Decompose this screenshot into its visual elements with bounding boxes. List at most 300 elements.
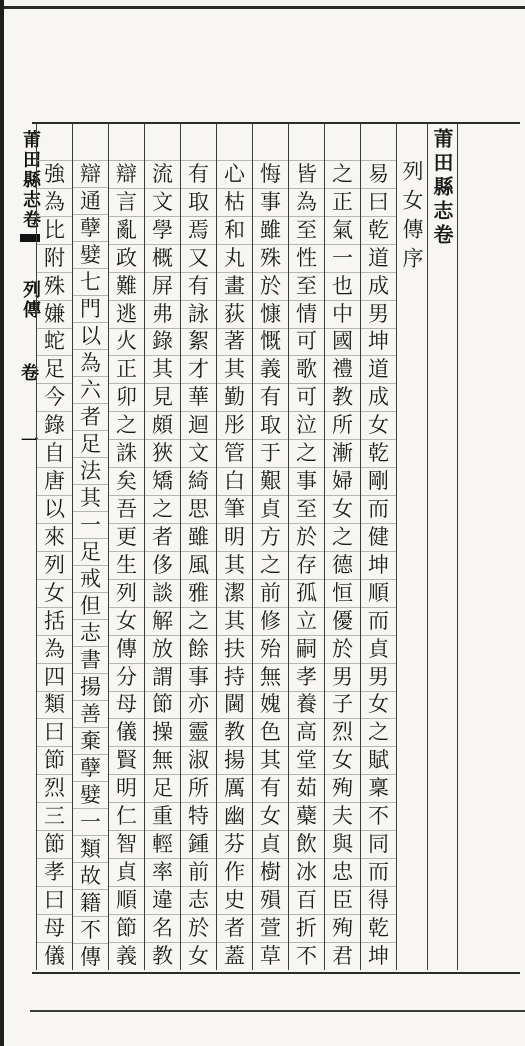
character-cell: 又 [181, 244, 217, 272]
character-cell: 貞 [253, 495, 289, 523]
character-cell: 乾 [361, 439, 397, 467]
character-cell: 亦 [181, 691, 217, 719]
character-cell: 心 [217, 160, 253, 188]
character-cell: 殉 [325, 914, 361, 942]
character-cell: 史 [217, 886, 253, 914]
character-cell: 其 [217, 607, 253, 635]
character-cell: 為 [73, 349, 109, 376]
character-cell: 吾 [109, 495, 145, 523]
character-cell: 智 [109, 830, 145, 858]
text-column [360, 124, 396, 970]
top-rule [0, 6, 525, 9]
character-cell: 所 [181, 774, 217, 802]
character-cell: 足 [37, 355, 73, 383]
character-cell: 烈 [325, 718, 361, 746]
text-column [288, 124, 324, 970]
character-cell: 成 [361, 383, 397, 411]
character-cell: 漸 [325, 439, 361, 467]
character-cell: 之 [289, 439, 325, 467]
character-cell: 色 [253, 718, 289, 746]
character-cell: 一 [73, 808, 109, 835]
character-cell: 飲 [289, 830, 325, 858]
character-cell: 百 [289, 886, 325, 914]
character-cell: 之 [325, 523, 361, 551]
character-cell: 之 [181, 607, 217, 635]
character-cell: 女 [253, 802, 289, 830]
character-cell: 嬖 [73, 241, 109, 268]
character-cell: 足 [73, 538, 109, 565]
character-cell: 以 [73, 322, 109, 349]
character-cell: 逃 [109, 300, 145, 328]
character-cell: 節 [37, 830, 73, 858]
character-cell: 傳 [109, 635, 145, 663]
character-cell: 于 [253, 439, 289, 467]
character-cell: 儀 [109, 718, 145, 746]
character-cell: 事 [181, 663, 217, 691]
character-cell: 來 [37, 523, 73, 551]
character-cell: 管 [217, 439, 253, 467]
character-cell: 其 [253, 746, 289, 774]
character-cell: 矯 [145, 467, 181, 495]
margin-mark-1: 卷 [21, 363, 39, 384]
character-cell: 通 [73, 187, 109, 214]
character-cell: 蛇 [37, 328, 73, 356]
character-cell: 弗 [145, 300, 181, 328]
character-cell: 而 [361, 858, 397, 886]
character-cell: 雅 [181, 579, 217, 607]
banner-column [427, 124, 458, 970]
character-cell: 母 [37, 914, 73, 942]
character-cell: 冰 [289, 858, 325, 886]
character-cell: 坤 [361, 942, 397, 970]
character-cell: 筆 [217, 495, 253, 523]
volume-banner: 莆田縣志卷 [430, 128, 454, 248]
character-cell: 特 [181, 802, 217, 830]
character-cell: 足 [145, 774, 181, 802]
character-cell: 著 [217, 328, 253, 356]
character-cell: 至 [289, 216, 325, 244]
character-cell: 類 [37, 691, 73, 719]
character-cell: 迴 [181, 411, 217, 439]
character-cell: 辯 [109, 160, 145, 188]
character-cell: 節 [37, 746, 73, 774]
text-column [144, 124, 180, 970]
character-cell: 前 [181, 858, 217, 886]
character-cell: 難 [109, 272, 145, 300]
character-cell: 不 [73, 916, 109, 943]
character-cell: 綺 [181, 467, 217, 495]
character-cell: 為 [289, 188, 325, 216]
character-cell: 淑 [181, 746, 217, 774]
character-cell: 文 [145, 188, 181, 216]
text-column [72, 124, 108, 970]
character-cell: 錄 [37, 411, 73, 439]
character-cell: 慨 [253, 328, 289, 356]
character-cell: 其 [145, 355, 181, 383]
character-cell: 一 [73, 511, 109, 538]
character-cell: 優 [325, 607, 361, 635]
character-cell: 德 [325, 551, 361, 579]
character-cell: 卯 [109, 383, 145, 411]
character-cell: 今 [37, 383, 73, 411]
character-cell: 括 [37, 607, 73, 635]
character-cell: 恒 [325, 579, 361, 607]
character-cell: 而 [361, 607, 397, 635]
character-cell: 流 [145, 160, 181, 188]
character-cell: 艱 [253, 467, 289, 495]
character-cell: 男 [325, 663, 361, 691]
text-column [36, 124, 72, 970]
character-cell: 嫌 [37, 300, 73, 328]
character-cell: 餘 [181, 635, 217, 663]
text-column [216, 124, 252, 970]
character-cell: 健 [361, 523, 397, 551]
character-cell: 侈 [145, 551, 181, 579]
character-cell: 萱 [253, 914, 289, 942]
character-cell: 賢 [109, 746, 145, 774]
section-title: 列女傳序 [400, 160, 424, 276]
character-cell: 屏 [145, 272, 181, 300]
character-cell: 孝 [37, 858, 73, 886]
character-cell: 殊 [253, 244, 289, 272]
character-cell: 類 [73, 835, 109, 862]
character-cell: 其 [73, 484, 109, 511]
character-cell: 違 [145, 886, 181, 914]
character-cell: 易 [361, 160, 397, 188]
character-cell: 道 [361, 244, 397, 272]
character-cell: 謂 [145, 663, 181, 691]
character-cell: 有 [253, 774, 289, 802]
character-cell: 持 [217, 663, 253, 691]
character-cell: 國 [325, 328, 361, 356]
character-cell: 可 [289, 328, 325, 356]
character-cell: 孽 [73, 214, 109, 241]
character-cell: 率 [145, 858, 181, 886]
character-cell: 概 [145, 244, 181, 272]
character-cell: 孤 [289, 579, 325, 607]
character-cell: 為 [37, 635, 73, 663]
character-cell: 和 [217, 216, 253, 244]
character-cell: 孽 [73, 754, 109, 781]
character-cell: 辯 [73, 160, 109, 187]
character-cell: 順 [361, 579, 397, 607]
character-cell: 臣 [325, 886, 361, 914]
character-cell: 存 [289, 551, 325, 579]
character-cell: 雖 [181, 523, 217, 551]
character-cell: 教 [217, 718, 253, 746]
character-cell: 七 [73, 268, 109, 295]
character-cell: 立 [289, 607, 325, 635]
character-cell: 解 [145, 607, 181, 635]
character-cell: 儀 [37, 942, 73, 970]
character-cell: 學 [145, 216, 181, 244]
character-cell: 樹 [253, 858, 289, 886]
bottom-rule [30, 1010, 525, 1012]
character-cell: 義 [253, 355, 289, 383]
character-cell: 女 [109, 607, 145, 635]
character-cell: 曰 [37, 718, 73, 746]
character-cell: 賦 [361, 746, 397, 774]
character-cell: 修 [253, 607, 289, 635]
character-cell: 火 [109, 328, 145, 356]
character-cell: 歌 [289, 355, 325, 383]
character-cell: 有 [253, 383, 289, 411]
character-cell: 男 [361, 300, 397, 328]
character-cell: 善 [73, 700, 109, 727]
character-cell: 正 [109, 355, 145, 383]
character-cell: 取 [253, 411, 289, 439]
character-cell: 之 [361, 718, 397, 746]
character-cell: 而 [361, 495, 397, 523]
character-cell: 矣 [109, 467, 145, 495]
section-title-column [396, 124, 427, 970]
character-cell: 無 [253, 663, 289, 691]
character-cell: 於 [325, 635, 361, 663]
character-cell: 錄 [145, 328, 181, 356]
character-cell: 靈 [181, 718, 217, 746]
character-cell: 閫 [217, 691, 253, 719]
character-cell: 成 [361, 272, 397, 300]
character-cell: 女 [325, 495, 361, 523]
text-column [108, 124, 144, 970]
character-cell: 禮 [325, 355, 361, 383]
left-edge-bar [0, 0, 4, 1046]
character-cell: 孝 [289, 663, 325, 691]
character-cell: 烈 [37, 774, 73, 802]
character-cell: 高 [289, 718, 325, 746]
margin-mark-2: 一 [21, 431, 39, 452]
character-cell: 強 [37, 160, 73, 188]
character-cell: 風 [181, 551, 217, 579]
character-cell: 傳 [73, 943, 109, 970]
character-cell: 蘗 [289, 802, 325, 830]
character-cell: 詠 [181, 300, 217, 328]
character-cell: 至 [289, 272, 325, 300]
character-cell: 順 [109, 886, 145, 914]
character-cell: 思 [181, 495, 217, 523]
character-cell: 稟 [361, 774, 397, 802]
character-cell: 義 [109, 942, 145, 970]
character-cell: 亂 [109, 216, 145, 244]
character-cell: 列 [37, 551, 73, 579]
character-cell: 誅 [109, 439, 145, 467]
character-cell: 貞 [361, 635, 397, 663]
character-cell: 勤 [217, 383, 253, 411]
character-cell: 以 [37, 495, 73, 523]
character-cell: 分 [109, 663, 145, 691]
character-cell: 堂 [289, 746, 325, 774]
character-cell: 比 [37, 216, 73, 244]
character-cell: 教 [145, 942, 181, 970]
character-cell: 嗣 [289, 635, 325, 663]
character-cell: 華 [181, 383, 217, 411]
character-cell: 畫 [217, 272, 253, 300]
character-cell: 仁 [109, 802, 145, 830]
character-cell: 足 [73, 430, 109, 457]
character-cell: 正 [325, 188, 361, 216]
character-cell: 皆 [289, 160, 325, 188]
text-column [252, 124, 288, 970]
character-cell: 媿 [253, 691, 289, 719]
character-cell: 潔 [217, 579, 253, 607]
character-cell: 草 [253, 942, 289, 970]
character-cell: 丸 [217, 244, 253, 272]
character-cell: 見 [145, 383, 181, 411]
character-cell: 白 [217, 467, 253, 495]
character-cell: 自 [37, 439, 73, 467]
character-cell: 戒 [73, 565, 109, 592]
character-cell: 作 [217, 858, 253, 886]
character-cell: 附 [37, 244, 73, 272]
character-cell: 女 [37, 579, 73, 607]
character-cell: 曰 [361, 188, 397, 216]
character-cell: 枯 [217, 188, 253, 216]
margin-section: 列傳 [20, 280, 41, 320]
character-cell: 籍 [73, 889, 109, 916]
character-cell: 之 [109, 411, 145, 439]
character-cell: 貞 [253, 830, 289, 858]
character-cell: 節 [109, 914, 145, 942]
character-cell: 之 [145, 495, 181, 523]
character-cell: 婦 [325, 467, 361, 495]
character-cell: 明 [217, 523, 253, 551]
character-cell: 無 [145, 746, 181, 774]
character-cell: 不 [289, 942, 325, 970]
character-cell: 六 [73, 376, 109, 403]
character-cell: 才 [181, 355, 217, 383]
character-cell: 慷 [253, 300, 289, 328]
character-cell: 放 [145, 635, 181, 663]
margin-title: 莆田縣志卷 [20, 130, 41, 230]
character-cell: 乾 [361, 216, 397, 244]
character-cell: 所 [325, 411, 361, 439]
character-cell: 於 [289, 523, 325, 551]
character-cell: 同 [361, 830, 397, 858]
character-cell: 不 [361, 802, 397, 830]
character-cell: 志 [181, 886, 217, 914]
character-cell: 事 [253, 188, 289, 216]
character-cell: 坤 [361, 551, 397, 579]
character-cell: 幽 [217, 802, 253, 830]
character-cell: 志 [73, 619, 109, 646]
character-cell: 於 [181, 914, 217, 942]
text-column [180, 124, 216, 970]
character-cell: 蓋 [217, 942, 253, 970]
character-cell: 唐 [37, 467, 73, 495]
character-cell: 鍾 [181, 830, 217, 858]
character-cell: 芬 [217, 830, 253, 858]
character-cell: 貞 [109, 858, 145, 886]
character-cell: 子 [325, 691, 361, 719]
text-grid [44, 124, 458, 970]
character-cell: 事 [289, 467, 325, 495]
character-cell: 名 [145, 914, 181, 942]
character-cell: 性 [289, 244, 325, 272]
character-cell: 茹 [289, 774, 325, 802]
character-cell: 母 [109, 691, 145, 719]
character-cell: 者 [73, 403, 109, 430]
character-cell: 頗 [145, 411, 181, 439]
character-cell: 教 [325, 383, 361, 411]
character-cell: 者 [145, 523, 181, 551]
character-cell: 列 [109, 579, 145, 607]
character-cell: 揚 [217, 746, 253, 774]
character-cell: 言 [109, 188, 145, 216]
character-cell: 有 [181, 160, 217, 188]
character-cell: 生 [109, 551, 145, 579]
character-cell: 取 [181, 188, 217, 216]
character-cell: 輕 [145, 830, 181, 858]
character-cell: 揚 [73, 673, 109, 700]
character-cell: 剛 [361, 467, 397, 495]
character-cell: 曰 [37, 886, 73, 914]
character-cell: 雖 [253, 216, 289, 244]
character-cell: 殉 [325, 774, 361, 802]
character-cell: 者 [217, 914, 253, 942]
character-cell: 乾 [361, 914, 397, 942]
character-cell: 可 [289, 383, 325, 411]
character-cell: 養 [289, 691, 325, 719]
character-cell: 與 [325, 830, 361, 858]
character-cell: 氣 [325, 216, 361, 244]
character-cell: 於 [253, 272, 289, 300]
character-cell: 女 [361, 411, 397, 439]
character-cell: 重 [145, 802, 181, 830]
character-cell: 坤 [361, 328, 397, 356]
character-cell: 殊 [37, 272, 73, 300]
character-cell: 君 [325, 942, 361, 970]
character-cell: 一 [325, 244, 361, 272]
character-cell: 書 [73, 646, 109, 673]
character-cell: 男 [361, 663, 397, 691]
character-cell: 焉 [181, 216, 217, 244]
character-cell: 操 [145, 718, 181, 746]
character-cell: 有 [181, 272, 217, 300]
character-cell: 情 [289, 300, 325, 328]
character-cell: 扶 [217, 635, 253, 663]
character-cell: 法 [73, 457, 109, 484]
character-cell: 殞 [253, 886, 289, 914]
character-cell: 忠 [325, 858, 361, 886]
character-cell: 悔 [253, 160, 289, 188]
character-cell: 談 [145, 579, 181, 607]
character-cell: 厲 [217, 774, 253, 802]
character-cell: 明 [109, 774, 145, 802]
character-cell: 嬖 [73, 781, 109, 808]
character-cell: 女 [181, 942, 217, 970]
character-cell: 中 [325, 300, 361, 328]
character-cell: 政 [109, 244, 145, 272]
character-cell: 為 [37, 188, 73, 216]
character-cell: 折 [289, 914, 325, 942]
character-cell: 殆 [253, 635, 289, 663]
character-cell: 四 [37, 663, 73, 691]
character-cell: 女 [361, 691, 397, 719]
character-cell: 道 [361, 355, 397, 383]
character-cell: 方 [253, 523, 289, 551]
character-cell: 其 [217, 551, 253, 579]
character-cell: 文 [181, 439, 217, 467]
character-cell: 之 [325, 160, 361, 188]
text-column [324, 124, 360, 970]
character-cell: 前 [253, 579, 289, 607]
character-cell: 三 [37, 802, 73, 830]
character-cell: 狹 [145, 439, 181, 467]
character-cell: 荻 [217, 300, 253, 328]
character-cell: 女 [325, 746, 361, 774]
character-cell: 棄 [73, 727, 109, 754]
character-cell: 得 [361, 886, 397, 914]
